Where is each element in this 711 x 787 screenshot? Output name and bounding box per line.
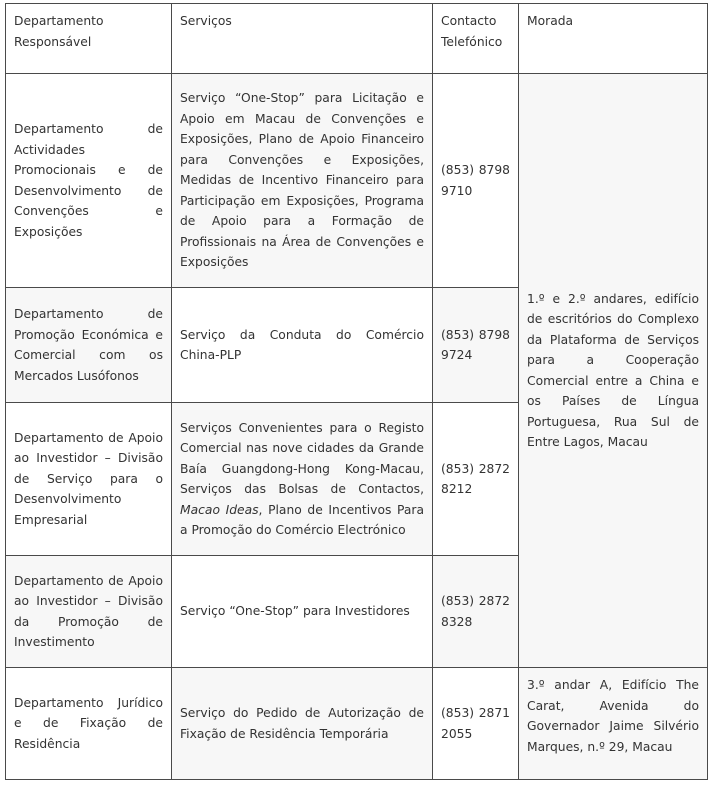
services-cell: Serviço da Conduta do Comércio China-PLP: [172, 288, 433, 403]
services-text: , Plano de Incentivos Para a Promoção do Comércio Electrónico: [180, 502, 424, 537]
department-cell: Departamento Jurídico e de Fixação de Residência: [6, 668, 172, 780]
contacts-table: [5, 3, 708, 780]
department-cell: Departamento de Actividades Promocionais e de Desenvolvimento de Convenções e Exposições: [6, 74, 172, 288]
contact-cell: (853) 8798 9724: [433, 288, 519, 403]
department-cell: Departamento de Apoio ao Investidor – Divisão da Promoção de Investimento: [6, 556, 172, 668]
header-department: Departamento Responsável: [6, 4, 172, 74]
services-cell: Serviço do Pedido de Autorização de Fixação de Residência Temporária: [172, 668, 433, 780]
header-contact: Contacto Telefónico: [433, 4, 519, 74]
contact-cell: (853) 2871 2055: [433, 668, 519, 780]
services-text: Serviços Convenientes para o Registo Comercial nas nove cidades da Grande Baía Guangdong-Hong Kong-Macau, Serviços das Bolsas de Contactos,: [180, 420, 424, 496]
contact-cell: (853) 8798 9710: [433, 74, 519, 288]
services-italic-text: Macao Ideas: [180, 502, 259, 517]
services-cell: [172, 403, 433, 556]
contact-cell: (853) 2872 8328: [433, 556, 519, 668]
department-cell: Departamento de Promoção Económica e Comercial com os Mercados Lusófonos: [6, 288, 172, 403]
table-row: [6, 74, 708, 288]
header-address: Morada: [519, 4, 708, 74]
services-cell: Serviço “One-Stop” para Licitação e Apoio em Macau de Convenções e Exposições, Plano de Apoio Financeiro para Convenções e Exposições, Medidas de Incentivo Financeiro para Participação em Exposições, Programa de Apoio para a Formação de Profissionais na Área de Convenções e Exposições: [172, 74, 433, 288]
address-cell-shared: 1.º e 2.º andares, edifício de escritórios do Complexo da Plataforma de Serviços para a Cooperação Comercial entre a China e os Países de Língua Portuguesa, Rua Sul de Entre Lagos, Macau: [519, 74, 708, 668]
address-cell-legal: 3.º andar A, Edifício The Carat, Avenida do Governador Jaime Silvério Marques, n.º 29, Macau: [519, 668, 708, 780]
contact-cell: (853) 2872 8212: [433, 403, 519, 556]
header-services: Serviços: [172, 4, 433, 74]
table-header-row: [6, 4, 708, 74]
department-cell: Departamento de Apoio ao Investidor – Divisão de Serviço para o Desenvolvimento Empresarial: [6, 403, 172, 556]
table-row: [6, 668, 708, 780]
services-cell: Serviço “One-Stop” para Investidores: [172, 556, 433, 668]
